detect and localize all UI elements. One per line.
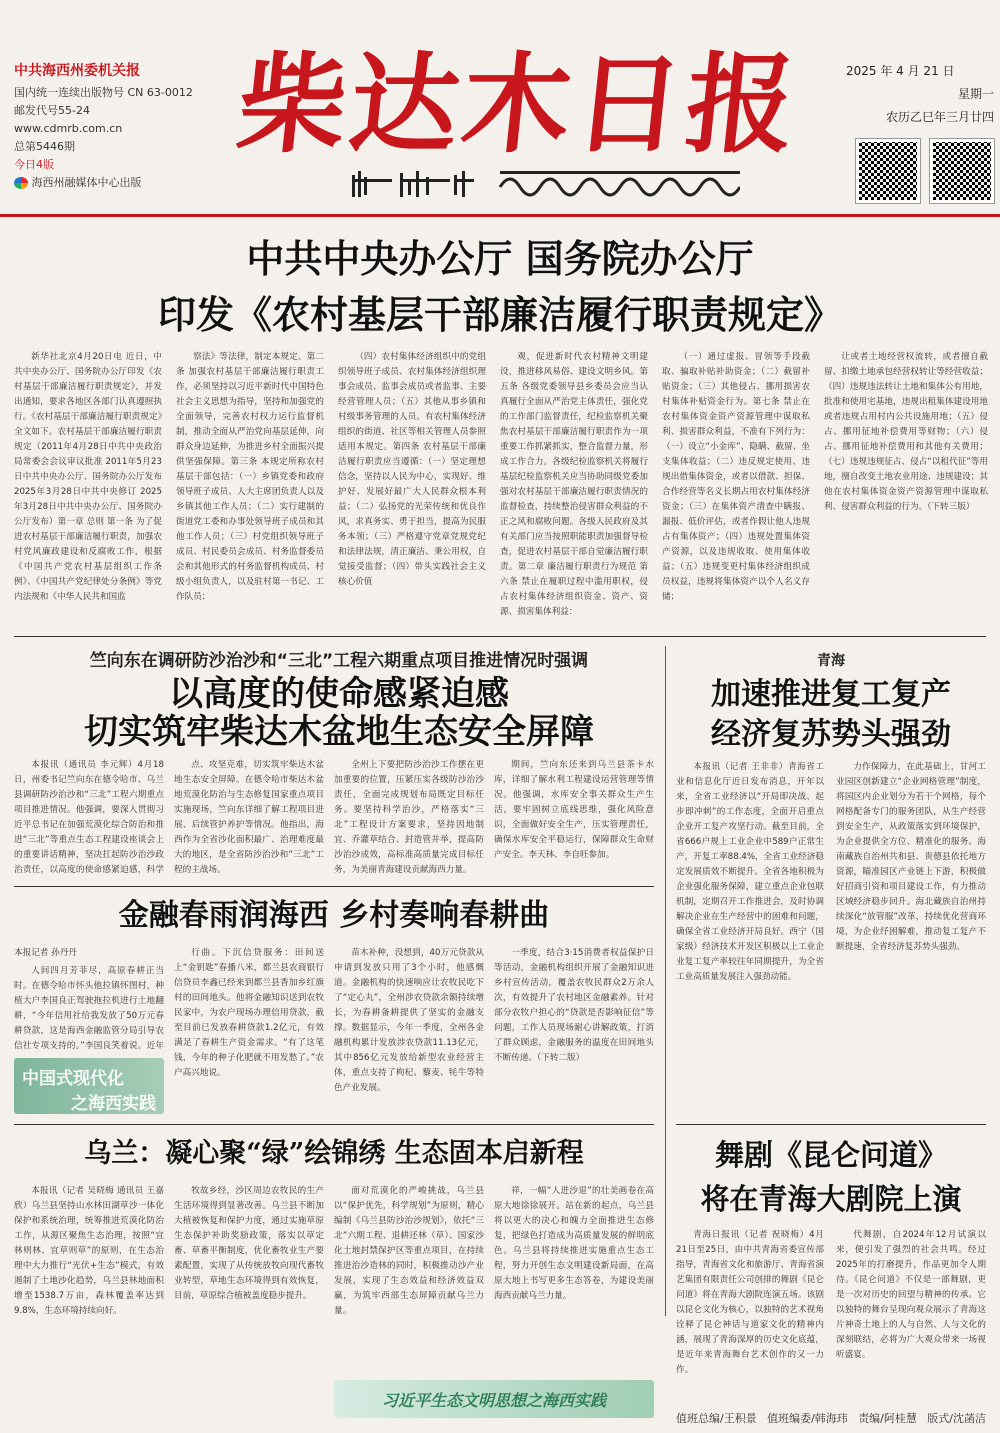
article5-column: 牧故乡经，沙区周边农牧民的生产生活环境得到显著改善。乌兰县不断加大植被恢复和保护力度，通过实施草原生态保护补助奖励政策，落实以草定畜、草畜平衡制度，优化畜牧业生产要素配置，实现了从传统放牧向现代畜牧业转型，草地生态环境得到有效恢复，目前，草原综合植被盖度稳步提升。	[174, 1186, 324, 1301]
serial-number: 总第5446期	[14, 140, 75, 153]
website-link[interactable]: www.cdmrb.com.cn	[14, 122, 123, 135]
editor-footer	[676, 1410, 986, 1426]
eco-banner-text: 习近平生态文明思想之海西实践	[381, 1390, 606, 1410]
article1-column: （一）通过虚报、冒领等手段截取、骗取补贴补助资金；（二）截留补贴资金；（三）其他侵占、挪用损害农村集体补贴资金行为。第七条 禁止在农村集体资金资产资源管理中谋取私利、损害群众利益，不准有下列行为：（一）设立“小金库”、隐瞒、截留、坐支集体收益；（二）违反规定使用、违规出借集体资金，或者以借款、担保、合作经营等名义长期占用农村集体经济资金；（三）在集体资产清查中瞒报、漏报、低价评估，或者作假让他人违规占有集体资产；（四）违规处置集体资产资源，以及违规收取、使用集体收益；（五）违规变更村集体经济组织成员权益，违规将集体资产以个人名义存储；	[662, 352, 810, 602]
article5-headline: 乌兰：凝心聚“绿”绘锦绣 生态固本启新程	[84, 1138, 584, 1169]
page-count: 今日4版	[14, 158, 54, 171]
series-banner-line1: 中国式现代化	[22, 1069, 124, 1089]
article2-column: 全州上下要把防沙治沙工作摆在更加重要的位置，压紧压实各级防沙治沙责任，全面完成规划布局既定目标任务。要坚持科学治沙，严格落实“三北”工程设计方案要求，坚持因地制宜、乔灌草结合、封造管并举，提高防沙治沙成效，高标准高质量完成目标任务，为美丽青海建设贡献海西力量。	[334, 760, 484, 875]
article1-column: 察法》等法律，制定本规定。第二条 加强农村基层干部廉洁履行职责工作，必须坚持以习近平新时代中国特色社会主义思想为指导，坚持和加强党的全面领导，完善农村权力运行监督机制，推动全面从严治党向基层延伸，向群众身边延伸，为推进乡村全面振兴提供坚强保障。第三条 本规定所称农村基层干部包括：（一）乡镇党委和政府领导班子成员、人大主席团负责人以及乡镇其他工作人员；（二）实行建制的街道党工委和办事处领导班子成员和其他工作人员；（三）村党组织领导班子成员、村民委员会成员、村务监督委员会和其他形式的村务监督机构成员、村级小组负责人，以及驻村第一书记、工作队员；	[176, 352, 324, 602]
article1-column: 让或者土地经营权流转，或者擅自截留、扣缴土地承包经营权转让等经营收益；（四）违规违法转让土地和集体公有用地，批准和使用宅基地，违规出租集体建设用地或者违规占用村内公共设施用地；（五）侵占、挪用征地补偿费用等财物；（六）侵占、挪用征地补偿费用和其他有关费用；（七）违规违规征占、侵占“以租代征”等用地，擅自改变土地农业用途、违规建设；其他在农村集体资金资产资源管理中谋取私利、侵害群众利益的行为。（下转三版）	[824, 352, 988, 512]
publisher-line	[14, 174, 224, 192]
article5-column: 面对荒漠化的严峻挑战，乌兰县以“保护优先，科学规划”为原则，精心编制《乌兰县防沙治沙规划》，依托“三北”六期工程、退耕还林（草）、国家沙化土地封禁保护区等重点项目，在持续推进治沙造林的同时，积极推动沙产业发展，实现了生态效益和经济效益双赢，为筑牢西部生态屏障贡献乌兰力量。	[334, 1186, 484, 1316]
postal-code: 邮发代号55-24	[14, 104, 90, 117]
section-divider	[14, 636, 986, 637]
eco-banner	[334, 1380, 654, 1418]
article4-column: 苗木补种，没想到，40万元贷款从申请到发放只用了3个小时，他感慨道。金融机构的快速响应让农牧民吃下了“定心丸”，全州涉农贷款余额持续增长，为春耕备耕提供了坚实的金融支撑。数据显示，今年一季度，全州各金融机构累计发放涉农贷款11.13亿元，其中856亿元发放给新型农业经营主体，重点支持了枸杞、藜麦、牦牛等特色产业发展。	[334, 948, 484, 1093]
article4-column: 行曲。下沉信贷服务：田间送上“金钥匙”春播八米，都兰县农商银行信贷员李鑫已经来到都兰县香加乡红旗村的田间地头。他将金融知识送到农牧民家中，为农户现场办理信用贷款，截至目前已发放春耕贷款1.2亿元，有效满足了春耕生产资金需求。“有了这笔钱，今年的种子化肥就不用发愁了。”农户高兴地说。	[174, 948, 324, 1078]
article5-column: 祥，一幅“人进沙退”的壮美画卷在高原大地徐徐展开。站在新的起点，乌兰县将以更大的决心和魄力全面推进生态修复，把绿色打造成为高质量发展的鲜明底色。乌兰县将持续推进实施重点生态工程，努力开创生态文明建设新局面，在高原大地上书写更多生态答卷，为建设美丽海西贡献乌兰力量。	[494, 1186, 654, 1301]
publisher-name: 海西州融媒体中心出版	[31, 176, 142, 189]
article2-column: 期间，竺向东还来到乌兰县茶卡水库，详细了解水利工程建设运营管理等情况。他强调，水库安全事关群众生产生活，要牢固树立底线思维，强化风险意识，全面做好安全生产，压实管理责任，确保水库安全平稳运行，保障群众生命财产安全。李天林、李自旺参加。	[494, 760, 654, 860]
issue-date: 2025 年 4 月 21 日	[846, 64, 955, 78]
article1-column: （四）农村集体经济组织中的党组织领导班子成员、农村集体经济组织理事会成员、监事会成员或者监事、主要经营管理人员；（五）其他从事乡镇和村级事务管理的人员。有农村集体经济组织的街道、社区等相关管理人员参照适用本规定。第四条 农村基层干部廉洁履行职责应当遵循：（一）坚定理想信念，坚持以人民为中心，实现好、维护好、发展好最广大人民群众根本利益；（二）弘扬党的光荣传统和优良作风，求真务实、勇于担当，提高为民服务本领；（三）严格遵守党章党规党纪和法律法规，清正廉洁、秉公用权，自觉接受监督；（四）带头实践社会主义核心价值	[338, 352, 486, 587]
article3-headline-2: 经济复苏势头强劲	[711, 717, 951, 752]
weekday: 星期一	[957, 87, 994, 101]
article5-column: 本报讯（记者 吴晓梅 通讯员 王嘉欣）乌兰县坚持山水林田湖草沙一体化保护和系统治理，统筹推进荒漠化防治工作，从源区聚焦生态治理，按照“宜林则林、宜草则草”的原则，在生态治理中大力推行“光伏+生态”模式，有效遏制了土地沙化趋势，乌兰县林地面积增至1538.7万亩，森林覆盖率达到9.8%，生态环境持续向好。	[14, 1186, 164, 1316]
duty-chief-editor: 值班总编/王积景	[676, 1412, 757, 1425]
column-divider	[665, 646, 666, 1316]
masthead-divider	[0, 214, 1000, 217]
article3-column: 力作保障力，在此基础上，甘河工业园区创新建立“企业网格管理”制度，将园区内企业划分为若干个网格，每个网格配备专门的服务团队，从生产经营到安全生产，从政策落实到环境保护，为企业提供全方位、精准化的服务。海南藏族自治州共和县、贵德县依托地方资源，瞄准园区产业链上下游，积极做好招商引资和项目建设工作，有力推动区域经济稳步回升。海北藏族自治州持续深化“放管服”改革，持续优化营商环境，为企业纾困解难，推动复工复产不断提速，全省经济复苏势头强劲。	[836, 762, 986, 952]
responsible-editor: 责编/阿桂慧	[858, 1412, 917, 1425]
article3-column: 本报讯（记者 王非非）青海省工业和信息化厅近日发布消息，开年以来，全省工业经济以“开局即决战、起步即冲刺”的工作态度，全面开启重点企业开工复产攻坚行动。截至目前，全省666户规上工业企业中589户正常生产，开复工率88.4%，全省工业经济稳定发展质效不断提升。全省各地积极为企业强化服务保障，建立重点企业包联机制，定期召开工作推进会，及时协调解决企业在生产经营中的困难和问题，确保全省工业经济开局良好。西宁（国家级）经济技术开发区积极以上工业企业复工复产率较往年同期提升，为全省工业高质量发展注入强劲动能。	[676, 762, 824, 982]
article3-kicker: 青海	[817, 653, 845, 669]
article2-column: 点、攻坚克难，切实筑牢柴达木盆地生态安全屏障。在德令哈市柴达木盆地荒漠化防治与生态修复国家重点项目实施现场，竺向东详细了解工程项目进展、后续管护养护等情况。他指出，海西作为全省沙化面积最广、治理难度最大的地区，是全省防沙治沙和“三北”工程的主战场。	[174, 760, 324, 875]
article4-byline: 本报记者 孙丹丹	[14, 948, 77, 958]
article2-headline-1: 以高度的使命感紧迫感	[169, 674, 509, 714]
publication-number: 国内统一连续出版物号 CN 63-0012	[14, 86, 193, 99]
masthead-date-block	[846, 62, 994, 203]
article1-headline-1: 中共中央办公厅 国务院办公厅	[246, 236, 754, 281]
article2-kicker: 竺向东在调研防沙治沙和“三北”工程六期重点项目推进情况时强调	[89, 651, 589, 671]
article6-headline-1: 舞剧《昆仑问道》	[714, 1138, 947, 1172]
section-divider	[14, 1124, 654, 1125]
section-divider	[14, 886, 654, 887]
article1-column: 观，促进新时代农村精神文明建设，推进移风易俗、建设文明乡风。第五条 各级党委领导县乡委员会应当认真履行全面从严治党主体责任，强化党的工作部门监督责任，纪检监察机关聚焦农村基层干部廉洁履行职责作为一项重要工作抓紧抓实，整合监督力量，形成工作合力。各级纪检监察机关将履行基层纪检监察机关应当协助同级党委加强对农村基层干部廉洁履行职责情况的监督检查，持续整治侵害群众利益的不正之风和腐败问题。各级人民政府及其有关部门应当按照职能职责加强督导检查，促进农村基层干部自觉廉洁履行职责。第二章 廉洁履行职责行为规范 第六条 禁止在履职过程中滥用职权，侵占农村集体经济组织资金、资产、资源、损害集体利益：	[500, 352, 648, 617]
article4-headline: 金融春雨润海西 乡村奏响春耕曲	[118, 898, 550, 933]
section-divider	[676, 1124, 986, 1125]
article3-headline-1: 加速推进复工复产	[711, 677, 951, 712]
series-banner	[14, 1058, 164, 1114]
article6-column: 青海日报讯（记者 祝晓梅）4月21日至25日，由中共青海省委宣传部指导，青海省文化和旅游厅、青海省演艺集团有限责任公司创排的舞剧《昆仑问道》将在青海大剧院连演五场。该剧以昆仑文化为核心，以独特的艺术视角诠释了昆仑神话与道家文化的精神内涵，展现了青海深厚的历史文化底蕴，是近年来青海舞台艺术创作的又一力作。	[676, 1230, 824, 1375]
article6-headline-2: 将在青海大剧院上演	[700, 1182, 962, 1216]
newspaper-title: 柴达木日报	[231, 42, 806, 168]
article1-column: 新华社北京4月20日电 近日，中共中央办公厅、国务院办公厅印发《农村基层干部廉洁履行职责规定》，并发出通知，要求各地区各部门认真遵照执行。《农村基层干部廉洁履行职责规定》全文如下。农村基层干部廉洁履行职责规定（2011年4月28日中共中央政治局常委会会议审议批准 2011年5月23日中共中央办公厅、国务院办公厅发布 2025年3月28日中共中央修订 2025年3月28日中共中央办公厅、国务院办公厅发布）第一章 总则 第一条 为了促进农村基层干部廉洁履行职责，加强农村党风廉政建设和反腐败工作，根据《中国共产党农村基层组织工作条例》、《中国共产党纪律处分条例》等党内法规和《中华人民共和国监	[14, 352, 162, 602]
script-logo	[350, 165, 740, 201]
article4-column: 人间四月芳菲尽，高原春耕正当时。在德令哈市怀头他拉镇怀图村，种植大户李国良正驾驶拖拉机进行土地翻耕，“今年信用社给我发放了50万元春耕贷款，这是海西金融监管分局引导农信社专项支持的。”李国良笑着说。近年	[14, 966, 164, 1051]
article4-column: 一季度，结合3·15消费者权益保护日等活动，金融机构组织开展了金融知识进乡村宣传活动，覆盖农牧民群众2万余人次，有效提升了农村地区金融素养。针对部分农牧户担心的“贷款是否影响征信”等问题，工作人员现场耐心讲解政策，打消了群众顾虑，金融服务的温度在田间地头不断传递。（下转二版）	[494, 948, 654, 1063]
article2-headline-2: 切实筑牢柴达木盆地生态安全屏障	[84, 712, 594, 752]
article6-column: 代舞剧，自2024年12月试演以来，便引发了强烈的社会共鸣。经过2025年的打磨提升，作品更加令人期待。《昆仑问道》不仅是一部舞剧，更是一次对历史的回望与精神的传承。它以独特的舞台呈现向观众展示了青海这片神奇土地上的人与自然、人与文化的深刻联结，必将为广大观众带来一场视听盛宴。	[836, 1230, 986, 1360]
layout-designer: 版式/沈菡洁	[927, 1412, 986, 1425]
publisher-logo-icon	[14, 177, 28, 189]
lunar-date: 农历乙巳年三月廿四	[885, 110, 994, 124]
qr-code-icon[interactable]	[930, 139, 994, 203]
organ-label: 中共海西州委机关报	[14, 63, 140, 79]
article1-headline-2: 印发《农村基层干部廉洁履行职责规定》	[157, 292, 842, 337]
masthead-info	[14, 60, 224, 192]
series-banner-line2: 之海西实践	[71, 1094, 156, 1114]
article2-column: 本报讯（通讯员 李元辉）4月18日，州委书记竺向东在德令哈市、乌兰县调研防沙治沙和“三北”工程六期重点项目推进情况。他强调，要深入贯彻习近平总书记在加强荒漠化综合防治和推进“三北”等重点生态工程建设座谈会上的重要讲话精神，坚决扛起防沙治沙政治责任，以高度的使命感紧迫感，科学	[14, 760, 164, 875]
qr-code-icon[interactable]	[856, 139, 920, 203]
duty-director: 值班编委/韩海玮	[767, 1412, 848, 1425]
